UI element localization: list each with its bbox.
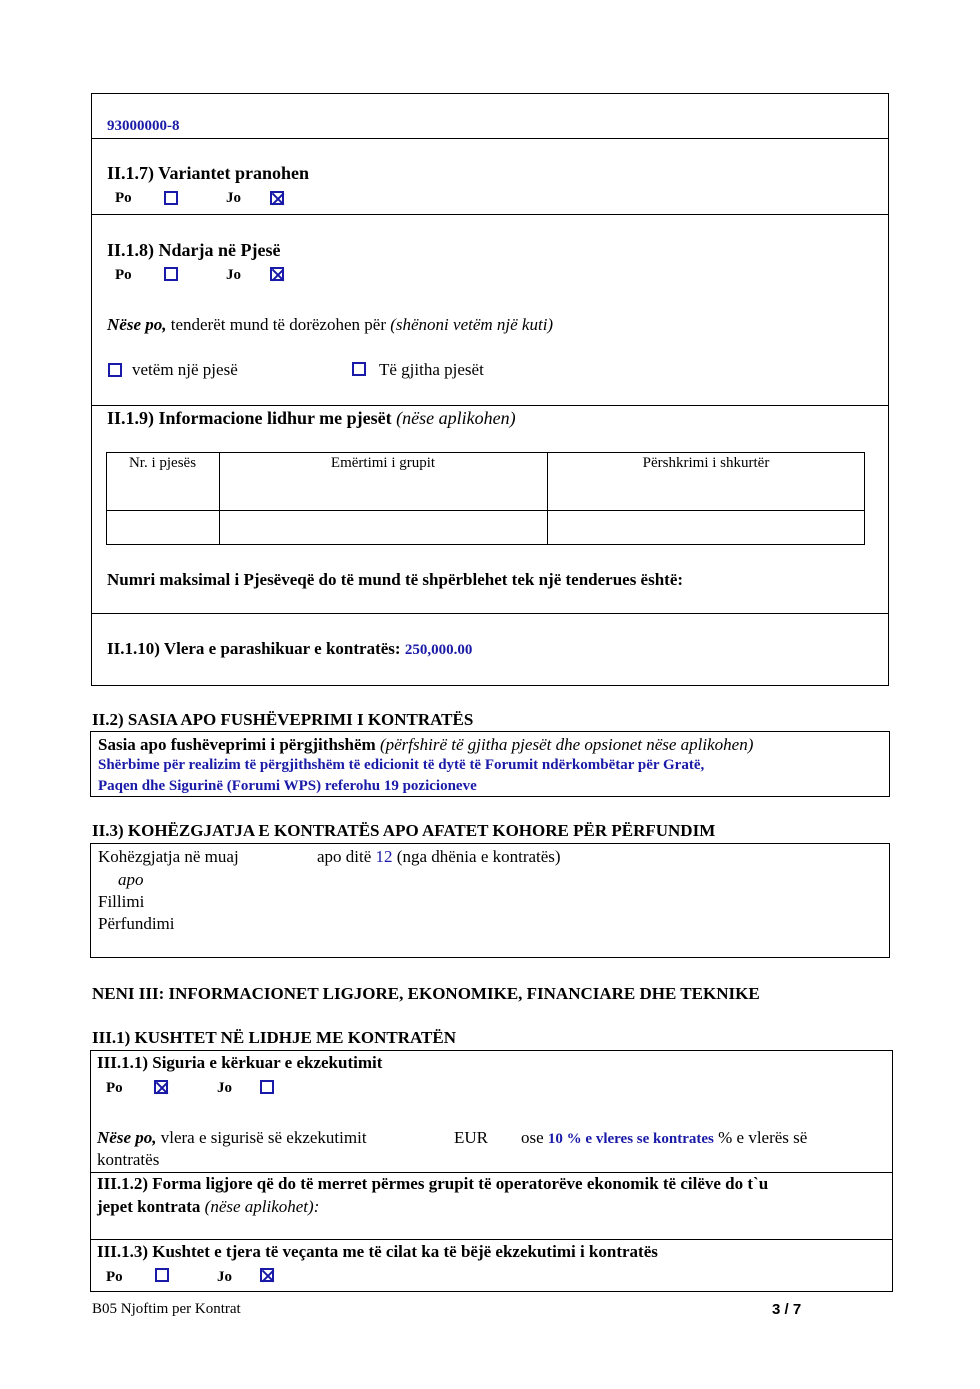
variants-jo-checkbox[interactable] xyxy=(270,191,284,205)
all-lots-label: Të gjitha pjesët xyxy=(379,360,484,379)
special-jo-label: Jo xyxy=(217,1269,232,1285)
variants-jo-label: Jo xyxy=(226,190,241,206)
one-lot-label: vetëm një pjesë xyxy=(132,360,238,379)
special-conditions-title: III.1.3) Kushtet e tjera të veçanta me të cilat ka të bëjë ekzekutimi i kontratës xyxy=(97,1242,658,1261)
footer-form-name: B05 Njoftim per Kontrat xyxy=(92,1301,241,1317)
col-group-name: Emërtimi i grupit xyxy=(330,455,436,471)
guarantee-po-label: Po xyxy=(106,1080,123,1096)
guarantee-percent: ose 10 % e vleres se kontrates % e vlerës së xyxy=(521,1128,808,1147)
guarantee-value-label: Nëse po, vlera e sigurisë së ekzekutimit xyxy=(97,1128,367,1147)
duration-start: Fillimi xyxy=(98,892,145,911)
guarantee-jo-label: Jo xyxy=(217,1080,232,1096)
guarantee-po-checkbox[interactable] xyxy=(154,1080,168,1094)
lots-jo-checkbox[interactable] xyxy=(270,267,284,281)
scope-label: Sasia apo fushëveprimi i përgjithshëm (përfshirë të gjitha pjesët dhe opsionet nëse aplikohen) xyxy=(98,735,754,754)
lots-info-title: II.1.9) Informacione lidhur me pjesët (nëse aplikohen) xyxy=(107,408,516,428)
lots-po-label: Po xyxy=(115,267,132,283)
all-lots-checkbox[interactable] xyxy=(352,362,366,376)
duration-heading: II.3) KOHËZGJATJA E KONTRATËS APO AFATET KOHORE PËR PËRFUNDIM xyxy=(92,821,716,840)
variants-po-label: Po xyxy=(115,190,132,206)
legal-form-title-2: jepet kontrata (nëse aplikohet): xyxy=(97,1197,320,1216)
conditions-heading: III.1) KUSHTET NË LIDHJE ME KONTRATËN xyxy=(92,1028,456,1047)
special-po-label: Po xyxy=(106,1269,123,1285)
estimated-value: II.1.10) Vlera e parashikuar e kontratës: 250,000.00 xyxy=(107,639,473,658)
duration-end: Përfundimi xyxy=(98,914,175,933)
lots-if-yes-text: Nëse po, tenderët mund të dorëzohen për (shënoni vetëm një kuti) xyxy=(107,315,554,334)
variants-title: II.1.7) Variantet pranohen xyxy=(107,163,310,183)
max-lots-text: Numri maksimal i Pjesëveqë do të mund të shpërblehet tek një tenderues është: xyxy=(107,570,684,589)
guarantee-jo-checkbox[interactable] xyxy=(260,1080,274,1094)
special-po-checkbox[interactable] xyxy=(155,1268,169,1282)
article-iii-heading: NENI III: INFORMACIONET LIGJORE, EKONOMIKE, FINANCIARE DHE TEKNIKE xyxy=(92,984,760,1003)
lots-title: II.1.8) Ndarja në Pjesë xyxy=(107,240,281,260)
cpv-code: 93000000-8 xyxy=(107,118,180,134)
guarantee-kontrates: kontratës xyxy=(97,1150,160,1169)
duration-apo: apo xyxy=(118,870,144,889)
lots-po-checkbox[interactable] xyxy=(164,267,178,281)
guarantee-eur: EUR xyxy=(454,1128,488,1147)
duration-months-label: Kohëzgjatja në muaj xyxy=(98,847,239,866)
col-short-description: Përshkrimi i shkurtër xyxy=(642,455,770,471)
performance-guarantee-title: III.1.1) Siguria e kërkuar e ekzekutimit xyxy=(97,1053,383,1072)
page-number: 3 / 7 xyxy=(772,1301,802,1318)
col-lot-number: Nr. i pjesës xyxy=(128,455,197,471)
scope-line-1: Shërbime për realizim të përgjithshëm të edicionit të dytë të Forumit ndërkombëtar për Gratë, xyxy=(98,757,705,773)
legal-form-title-1: III.1.2) Forma ligjore që do të merret përmes grupit të operatorëve ekonomik të cilëve do t`u xyxy=(97,1174,769,1193)
lots-jo-label: Jo xyxy=(226,267,241,283)
duration-days: apo ditë 12 (nga dhënia e kontratës) xyxy=(317,847,561,866)
variants-po-checkbox[interactable] xyxy=(164,191,178,205)
scope-line-2: Paqen dhe Sigurinë (Forumi WPS) referohu 19 pozicioneve xyxy=(98,778,477,794)
one-lot-checkbox[interactable] xyxy=(108,363,122,377)
scope-heading: II.2) SASIA APO FUSHËVEPRIMI I KONTRATËS xyxy=(92,710,474,729)
special-jo-checkbox[interactable] xyxy=(260,1268,274,1282)
